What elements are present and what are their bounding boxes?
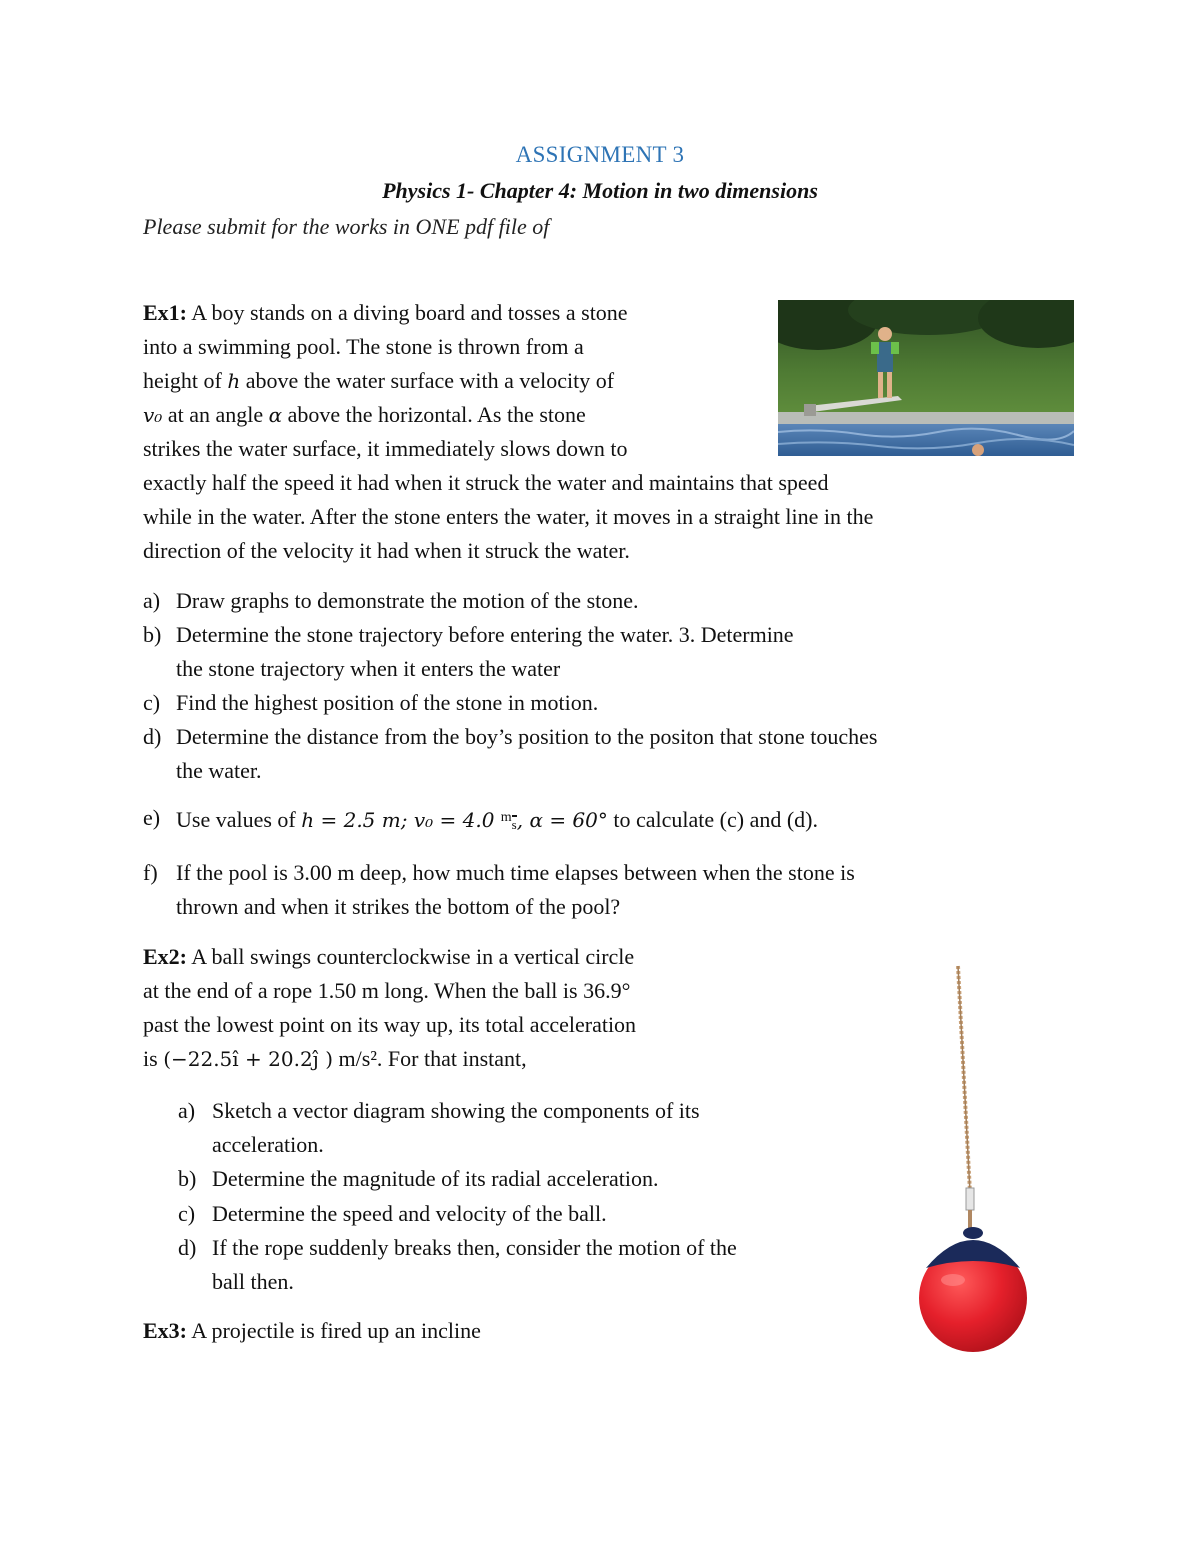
ex1-text: A boy stands on a diving board and tosses a stone (187, 300, 628, 325)
swing-ball-photo (908, 962, 1038, 1372)
ex1-e-math-2: , α = 60° (516, 808, 608, 832)
ex1-label: Ex1: (143, 300, 187, 325)
swing-ball-svg (908, 962, 1038, 1372)
ex2-line-4: is (−22.5î + 20.2ĵ ) m/s². For that instant, (143, 1046, 527, 1071)
ex3-line: Ex3: A projectile is fired up an incline (143, 1318, 481, 1343)
ex2-line-3: past the lowest point on its way up, its total acceleration (143, 1012, 637, 1037)
ex2-item-a-line-1: Sketch a vector diagram showing the components of its (212, 1098, 700, 1123)
ex2-item-c-label: c) (178, 1201, 196, 1226)
ex1-item-f-label: f) (143, 860, 158, 885)
assignment-title: ASSIGNMENT 3 (515, 142, 685, 167)
ex2-item-d-label: d) (178, 1235, 197, 1260)
ex2-line-2: at the end of a rope 1.50 m long. When the ball is 36.9° (143, 978, 631, 1003)
ex1-item-f-line-2: thrown and when it strikes the bottom of the pool? (176, 894, 621, 919)
diving-board-photo (778, 300, 1074, 456)
ex1-item-d-line-2: the water. (176, 758, 262, 783)
ex2-label: Ex2: (143, 944, 187, 969)
ex2-item-b: Determine the magnitude of its radial acceleration. (212, 1166, 659, 1191)
ex1-item-a: Draw graphs to demonstrate the motion of the stone. (176, 588, 639, 613)
ex1-line-1 (143, 296, 628, 330)
ex1-item-a-label: a) (143, 588, 161, 613)
diving-board-photo-svg (778, 300, 1074, 456)
chapter-subtitle: Physics 1- Chapter 4: Motion in two dimensions (382, 178, 818, 203)
ex1-item-c: Find the highest position of the stone in motion. (176, 690, 599, 715)
ex2-item-a-line-2: acceleration. (212, 1132, 324, 1157)
ex1-item-d-label: d) (143, 724, 162, 749)
ex2-line-1: Ex2: A ball swings counterclockwise in a vertical circle (143, 944, 635, 969)
ex2-item-b-label: b) (178, 1166, 197, 1191)
ex1-line-5: strikes the water surface, it immediately slows down to (143, 436, 628, 461)
ex2-item-d-line-1: If the rope suddenly breaks then, consider the motion of the (212, 1235, 737, 1260)
ex1-line-3: height of h above the water surface with a velocity of (143, 368, 615, 393)
ex1-item-e: Use values of h = 2.5 m; v₀ = 4.0 $^m$s, α = 60° to calculate (c) and (d). (176, 807, 818, 832)
submission-note: Please submit for the works in ONE pdf file of (143, 214, 550, 239)
ex1-item-b-line-1: Determine the stone trajectory before entering the water. 3. Determine (176, 622, 794, 647)
ex1-item-e-label: e) (143, 805, 161, 830)
ex1-e-math: h = 2.5 m; v₀ = 4.0 (301, 808, 501, 832)
ex2-item-d-line-2: ball then. (212, 1269, 294, 1294)
ex1-item-d-line-1: Determine the distance from the boy’s position to the positon that stone touches (176, 724, 878, 749)
ex1-line-7: while in the water. After the stone enters the water, it moves in a straight line in the (143, 504, 874, 529)
ex1-item-b-line-2: the stone trajectory when it enters the water (176, 656, 561, 681)
ex2-acceleration-vector: (−22.5î + 20.2ĵ ) (163, 1047, 334, 1071)
ex2-item-c: Determine the speed and velocity of the ball. (212, 1201, 607, 1226)
ex1-item-c-label: c) (143, 690, 161, 715)
ex1-line-6: exactly half the speed it had when it struck the water and maintains that speed (143, 470, 829, 495)
ex1-e-unit-sub: s (511, 817, 517, 832)
ex1-line-8: direction of the velocity it had when it struck the water. (143, 538, 630, 563)
ex1-line-4: v₀ at an angle α above the horizontal. As the stone (143, 402, 586, 427)
ex1-item-f-line-1: If the pool is 3.00 m deep, how much time elapses between when the stone is (176, 860, 855, 885)
ex1-e-unit: m (500, 810, 512, 825)
ex3-label: Ex3: (143, 1318, 187, 1343)
ex2-item-a-label: a) (178, 1098, 196, 1123)
ex1-item-b-label: b) (143, 622, 162, 647)
ex1-line-2: into a swimming pool. The stone is thrown from a (143, 334, 584, 359)
